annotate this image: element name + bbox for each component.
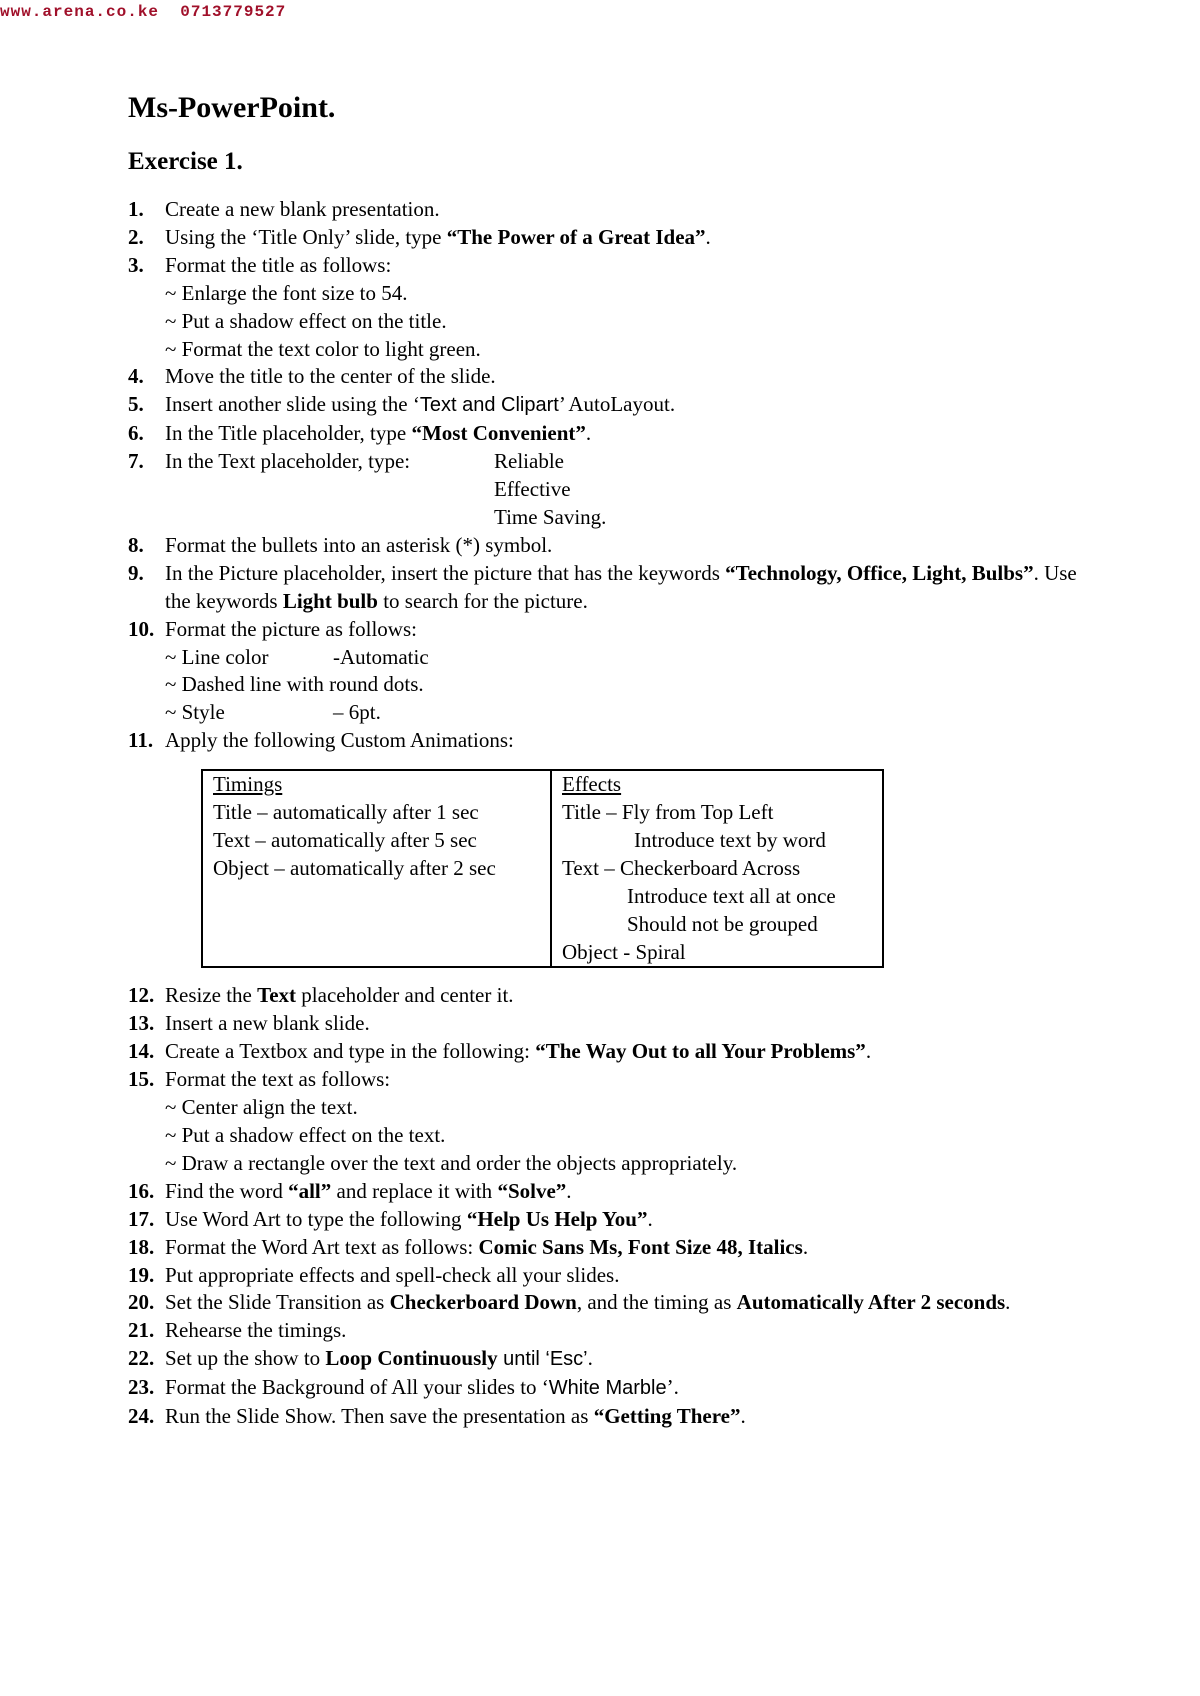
- step-12: 12. Resize the Text placeholder and center it.: [128, 983, 514, 1008]
- step-24: 24. Run the Slide Show. Then save the presentation as “Getting There”.: [128, 1404, 746, 1429]
- header-watermark: [0, 3, 286, 21]
- step-7: 7. In the Text placeholder, type: Reliable Effective Time Saving.: [128, 448, 1088, 532]
- step-3-sub: ~ Enlarge the font size to 54.: [165, 280, 408, 305]
- timings-header: Timings: [213, 772, 283, 797]
- step-17: 17. Use Word Art to type the following “Help Us Help You”.: [128, 1206, 653, 1231]
- page-title: Ms-PowerPoint.: [128, 91, 336, 124]
- step-5: 5. Insert another slide using the ‘Text and Clipart’ AutoLayout.: [128, 392, 676, 417]
- document-body: [128, 84, 1088, 1431]
- step-23: 23. Format the Background of All your slides to ‘White Marble’.: [128, 1375, 679, 1400]
- step-1: 1. Create a new blank presentation.: [128, 197, 440, 221]
- timings-column: Timings Title – automatically after 1 sec Text – automatically after 5 sec Object – automatically after 2 sec: [202, 770, 551, 967]
- step-15: 15. Format the text as follows: ~ Center align the text. ~ Put a shadow effect on the text. ~ Draw a rectangle over the text and order the objects appropriately.: [128, 1067, 738, 1175]
- step-11: 11. Apply the following Custom Animations: Timings Title – automatically after 1 sec Text – automatically after 5 sec Object – automatically after 2 sec Effects Title – Fly from Top Left Introduce text by word Text – Checkerboard Across Introduce text all at once Should not be grouped Object - Spiral: [128, 727, 1088, 968]
- site-url: www.arena.co.ke: [0, 3, 160, 21]
- step-14: 14. Create a Textbox and type in the following: “The Way Out to all Your Problems”.: [128, 1039, 872, 1064]
- effects-column: Effects Title – Fly from Top Left Introduce text by word Text – Checkerboard Across Introduce text all at once Should not be grouped Object - Spiral: [551, 770, 883, 967]
- step-9: 9. In the Picture placeholder, insert the picture that has the keywords “Technology, Office, Light, Bulbs”. Use the keywords Light bulb to search for the picture.: [128, 560, 1077, 613]
- effects-header: Effects: [562, 772, 622, 797]
- step-10: 10. Format the picture as follows: ~ Line color -Automatic ~ Dashed line with round dots. ~ Style – 6pt.: [128, 616, 429, 725]
- phone-number: 0713779527: [180, 3, 287, 21]
- text-items: Reliable Effective Time Saving.: [494, 449, 607, 529]
- step-19: 19. Put appropriate effects and spell-check all your slides.: [128, 1262, 620, 1287]
- exercise-heading: Exercise 1.: [128, 148, 243, 175]
- step-21: 21. Rehearse the timings.: [128, 1318, 347, 1343]
- step-4: 4. Move the title to the center of the slide.: [128, 364, 496, 389]
- instructions-list: [128, 196, 1088, 1431]
- animations-table: [201, 769, 884, 968]
- step-3-sub: ~ Format the text color to light green.: [165, 336, 481, 361]
- step-20: 20. Set the Slide Transition as Checkerboard Down, and the timing as Automatically After 2 seconds.: [128, 1290, 1011, 1315]
- step-22: 22. Set up the show to Loop Continuously until ‘Esc’.: [128, 1346, 593, 1371]
- step-13: 13. Insert a new blank slide.: [128, 1011, 370, 1036]
- step-2: 2. Using the ‘Title Only’ slide, type “The Power of a Great Idea”.: [128, 224, 711, 249]
- step-3: 3. Format the title as follows: ~ Enlarge the font size to 54. ~ Put a shadow effect on the title. ~ Format the text color to light green.: [128, 252, 1088, 364]
- step-8: 8. Format the bullets into an asterisk (*) symbol.: [128, 532, 553, 557]
- step-3-sub: ~ Put a shadow effect on the title.: [165, 308, 447, 333]
- step-18: 18. Format the Word Art text as follows: Comic Sans Ms, Font Size 48, Italics.: [128, 1234, 809, 1259]
- step-6: 6. In the Title placeholder, type “Most Convenient”.: [128, 421, 592, 446]
- step-16: 16. Find the word “all” and replace it with “Solve”.: [128, 1178, 572, 1203]
